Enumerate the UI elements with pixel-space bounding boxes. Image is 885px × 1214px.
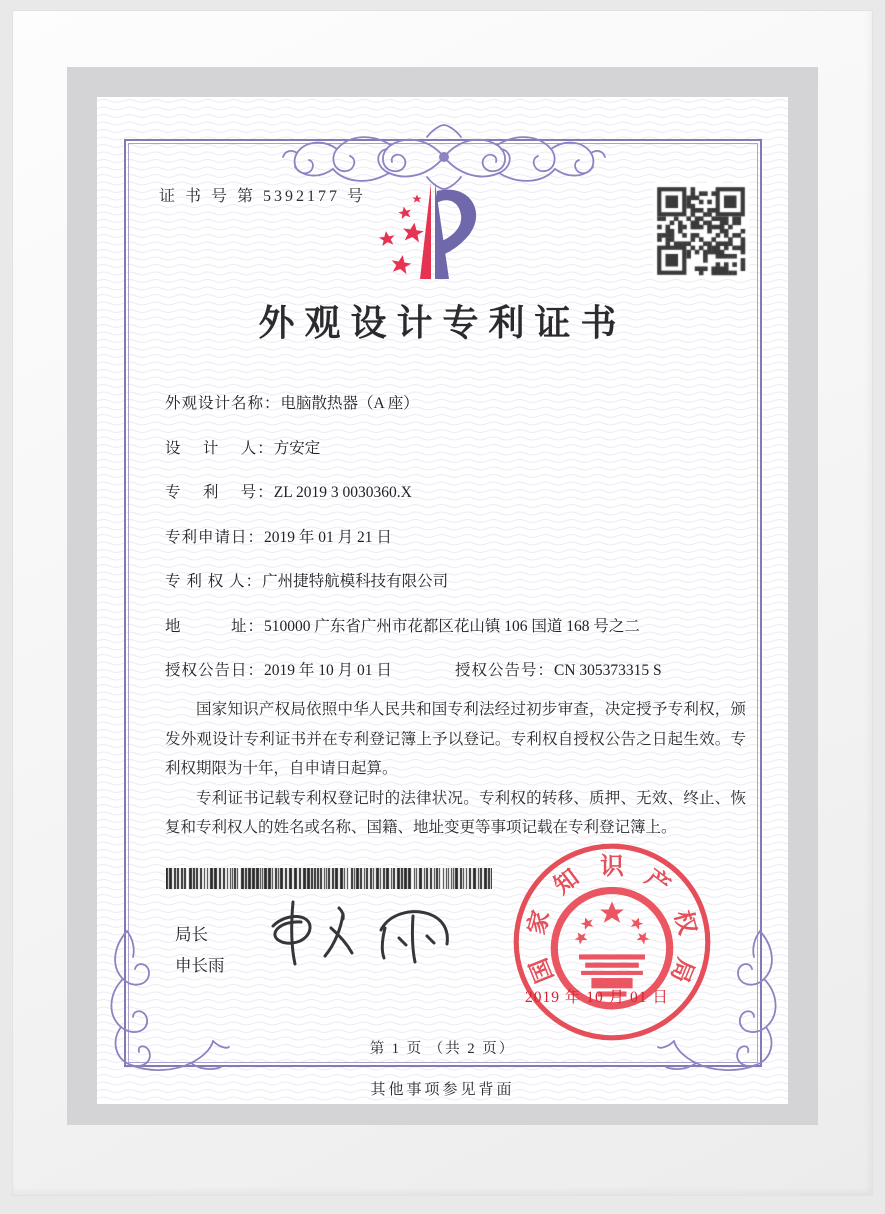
barcode-canvas bbox=[166, 868, 492, 889]
field-label: 设 计 人： bbox=[165, 439, 274, 457]
svg-text:权: 权 bbox=[668, 907, 701, 938]
logo-stars bbox=[378, 195, 425, 275]
grant-number-value: CN 305373315 S bbox=[554, 662, 662, 679]
field-application-date bbox=[165, 525, 745, 570]
grant-date-label: 授权公告日： bbox=[165, 662, 265, 679]
svg-text:家: 家 bbox=[523, 907, 556, 938]
grant-number-label: 授权公告号： bbox=[455, 662, 555, 679]
signer-name: 申长雨 bbox=[175, 956, 225, 975]
field-label: 专利申请日： bbox=[165, 528, 265, 546]
cnipa-logo bbox=[365, 177, 505, 292]
field-value: 2019 年 01 月 21 日 bbox=[264, 528, 392, 546]
field-value: ZL 2019 3 0030360.X bbox=[273, 484, 412, 501]
grant-number-group bbox=[455, 658, 662, 680]
field-value: 广州捷特航模科技有限公司 bbox=[262, 573, 449, 590]
field-list bbox=[165, 391, 745, 703]
svg-text:识: 识 bbox=[600, 854, 624, 881]
field-patentee bbox=[165, 569, 745, 614]
page-indicator: 第 1 页 （共 2 页） bbox=[369, 1041, 516, 1057]
svg-text:产: 产 bbox=[639, 864, 675, 900]
legal-paragraph-1: 国家知识产权局依照中华人民共和国专利法经过初步审查，决定授予专利权，颁发外观设计专利证书并在专利登记簿上予以登记。专利权自授权公告之日起生效。专利权期限为十年，自申请日起算。 bbox=[165, 701, 746, 777]
handwritten-signature bbox=[257, 890, 472, 978]
field-value: 510000 广东省广州市花都区花山镇 106 国道 168 号之二 bbox=[264, 617, 640, 635]
qr-code bbox=[653, 183, 749, 279]
svg-text:局: 局 bbox=[665, 954, 699, 986]
field-label: 外观设计名称： bbox=[165, 395, 281, 412]
field-value: 电脑散热器（A 座） bbox=[280, 395, 419, 412]
certificate-number: 证 书 号 第 5392177 号 bbox=[159, 188, 367, 205]
footer-note: 其他事项参见背面 bbox=[370, 1082, 515, 1098]
svg-text:知: 知 bbox=[549, 864, 585, 900]
grant-date-value: 2019 年 10 月 01 日 bbox=[264, 662, 392, 679]
field-label: 地 址： bbox=[165, 617, 265, 635]
certificate-paper bbox=[97, 97, 788, 1104]
svg-text:国: 国 bbox=[525, 954, 559, 986]
field-value: 方安定 bbox=[273, 439, 321, 457]
signer-block bbox=[175, 919, 225, 981]
barcode bbox=[166, 868, 492, 889]
qr-code-canvas bbox=[653, 183, 749, 279]
field-patent-number bbox=[165, 480, 745, 525]
certificate-title: 外观设计专利证书 bbox=[258, 303, 627, 343]
field-address bbox=[165, 614, 745, 659]
field-label: 专 利 号： bbox=[165, 484, 274, 501]
legal-paragraph-2: 专利证书记载专利权登记时的法律状况。专利权的转移、质押、无效、终止、恢复和专利权人的姓名或名称、国籍、地址变更等事项记载在专利登记簿上。 bbox=[165, 789, 746, 836]
field-designer bbox=[165, 436, 745, 481]
signer-title: 局长 bbox=[175, 925, 208, 944]
seal-date: 2019 年 10 月 01 日 bbox=[525, 989, 669, 1006]
field-label: 专 利 权 人： bbox=[165, 573, 263, 590]
field-design-name bbox=[165, 391, 745, 436]
official-red-seal bbox=[509, 839, 715, 1045]
legal-text bbox=[165, 695, 746, 843]
